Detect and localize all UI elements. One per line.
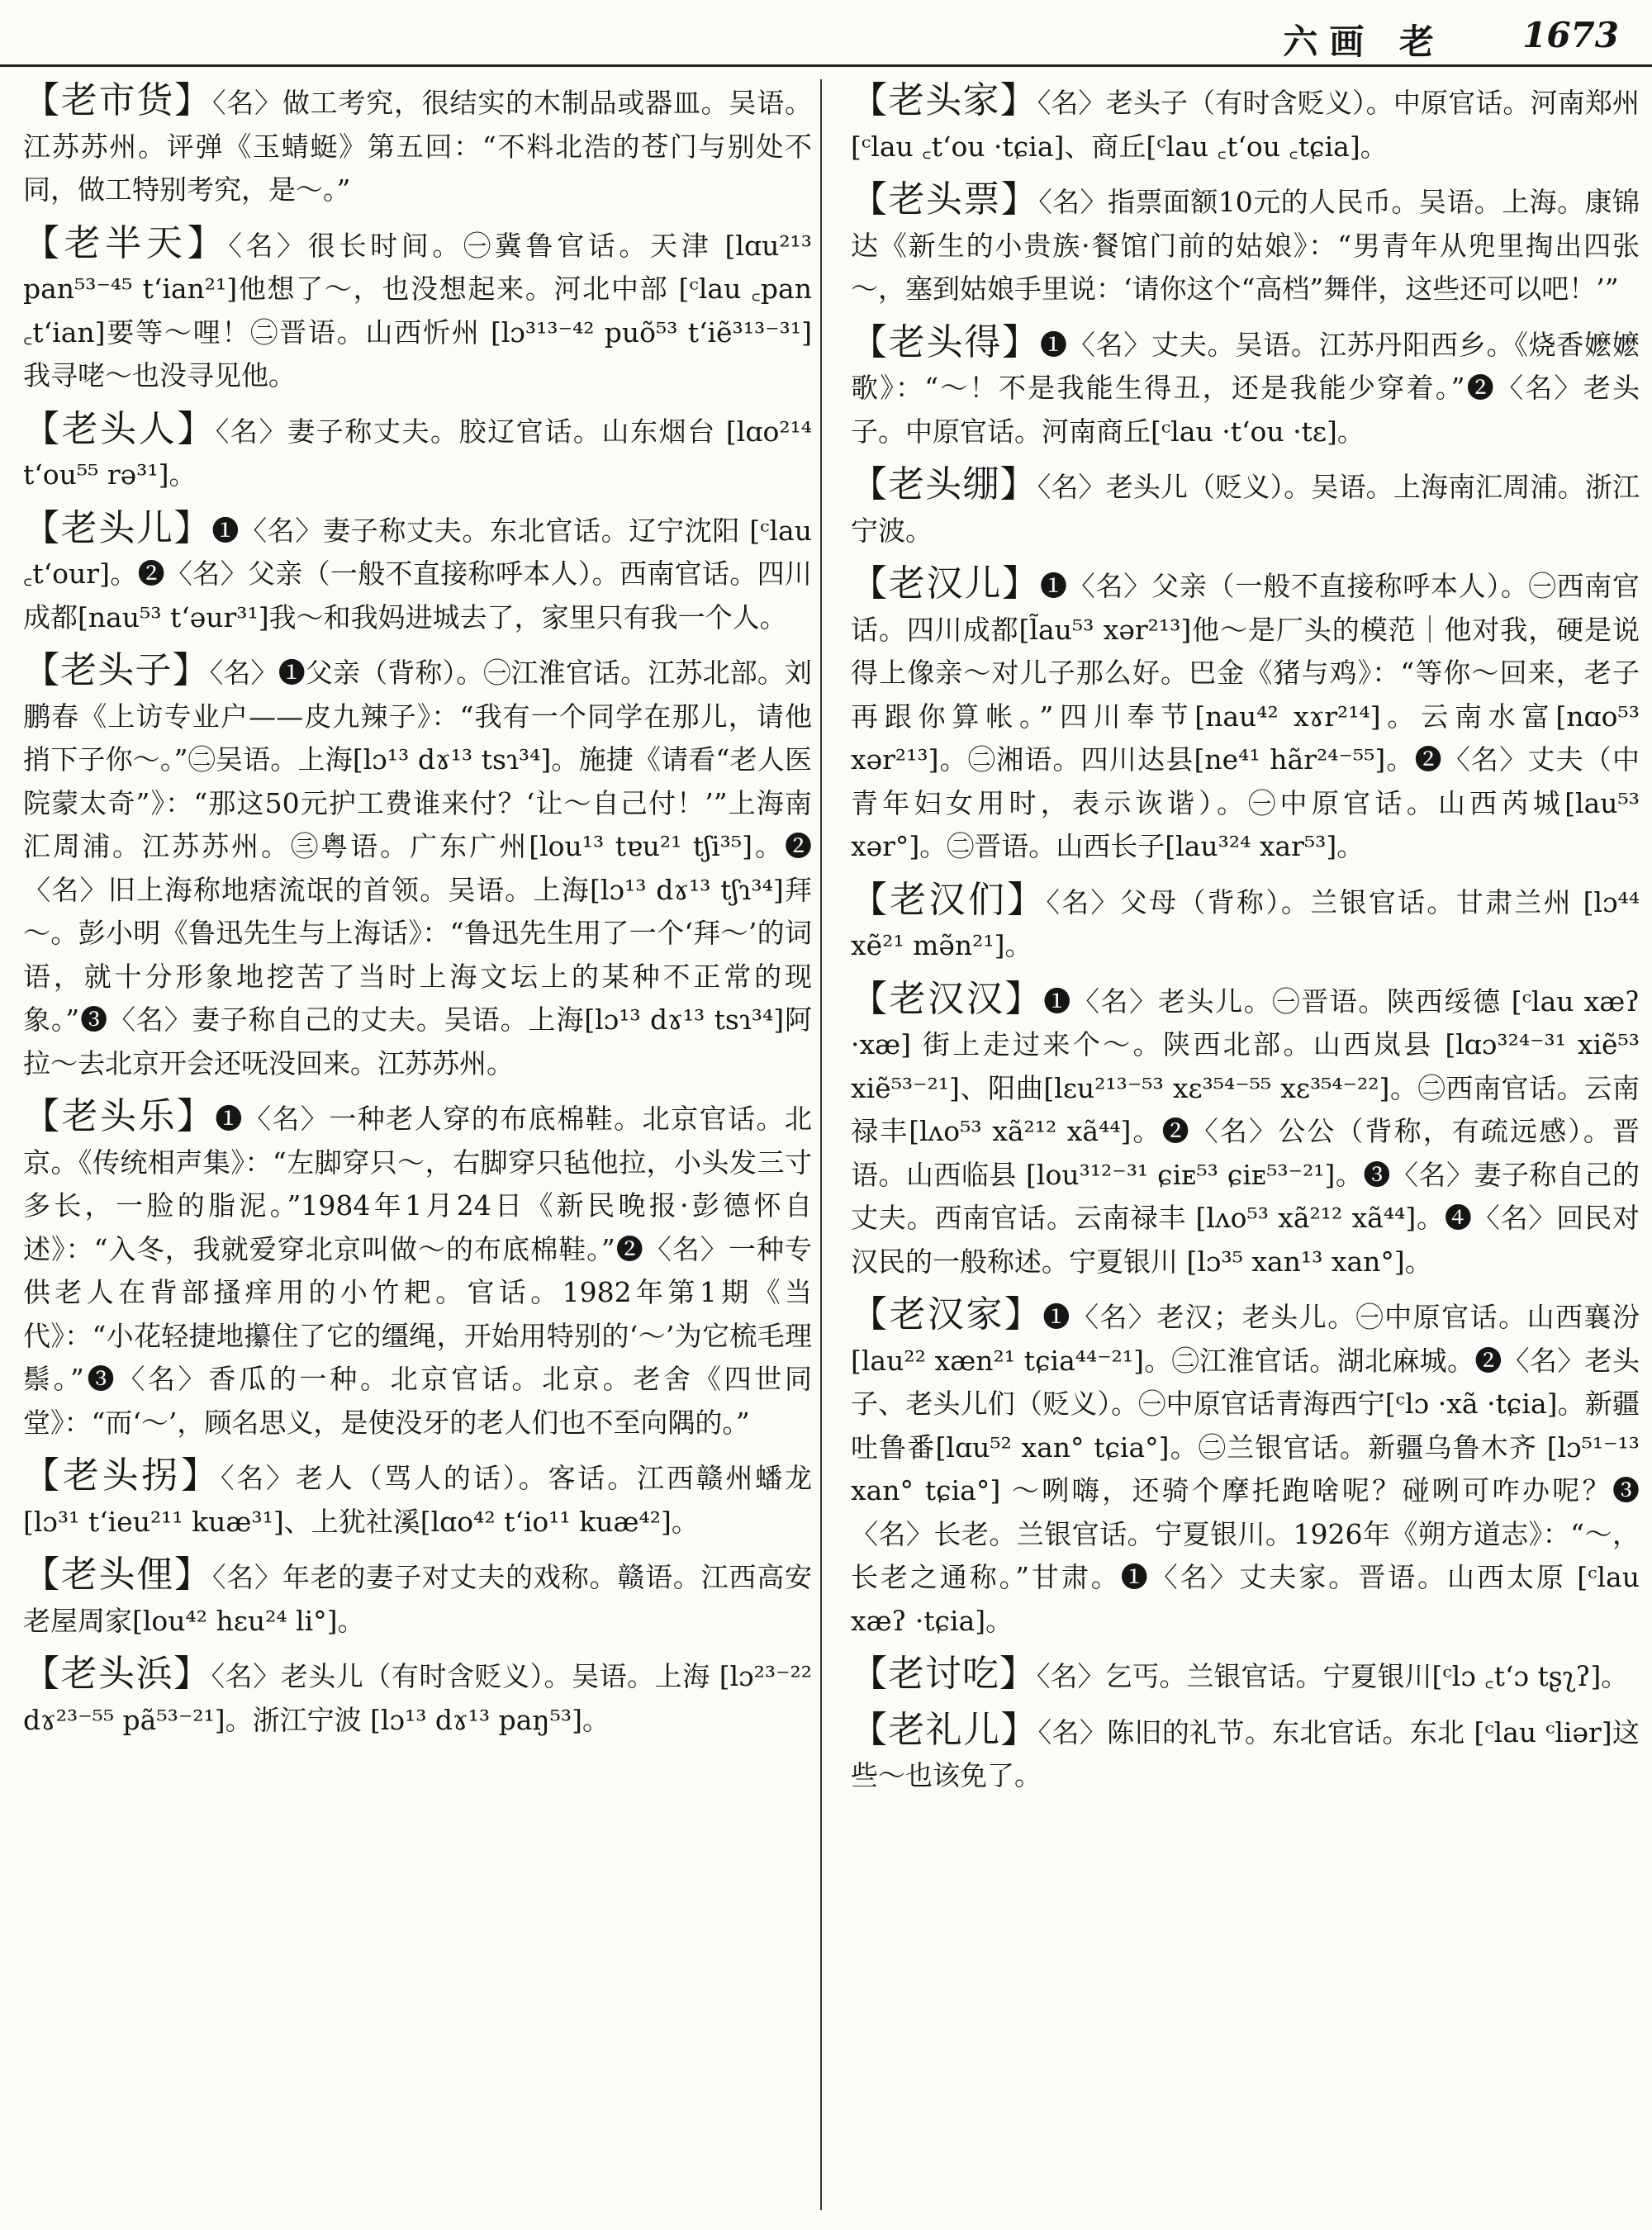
entry-headword: 【老头票】 — [851, 178, 1039, 221]
entry-headword: 【老礼儿】 — [851, 1708, 1038, 1751]
entry-definition: 〈名〉❶父亲（背称）。㊀江淮官话。江苏北部。刘鹏春《上访专业户——皮九辣子》：“我有一个同学在那儿，请他捎下子你～。”㊁吴语。上海[lɔ¹³ dɤ¹³ tsɿ³⁴]。施捷《请看“老人医院蒙太奇”》：“那这50元护工费谁来付？‘让～自己付！’”上海南汇周浦。江苏苏州。㊂粤语。广东广州[lou¹³ tɐu²¹ tʃi³⁵]。❷〈名〉旧上海称地痞流氓的首领。吴语。上海[lɔ¹³ dɤ¹³ tʃɿ³⁴]拜～。彭小明《鲁迅先生与上海话》：“鲁迅先生用了一个‘拜～’的词语，就十分形象地挖苦了当时上海文坛上的某种不正常的现象。”❸〈名〉妻子称自己的丈夫。吴语。上海[lɔ¹³ dɤ¹³ tsɿ³⁴]阿拉～去北京开会还呒没回来。江苏苏州。 — [23, 657, 812, 1079]
entry-headword: 【老头俚】 — [23, 1554, 212, 1596]
dictionary-entry — [23, 1653, 812, 1742]
dictionary-entry — [23, 1095, 812, 1445]
entry-headword: 【老市货】 — [23, 79, 212, 121]
entry-headword: 【老汉汉】 — [851, 977, 1044, 1020]
entry-definition: 〈名〉妻子称丈夫。胶辽官话。山东烟台 [lɑo²¹⁴ tʻou⁵⁵ rə³¹]。 — [23, 415, 812, 491]
dictionary-entry — [851, 879, 1640, 968]
entry-definition: 〈名〉做工考究，很结实的木制品或器皿。吴语。江苏苏州。评弹《玉蜻蜓》第五回：“不料北浩的苍门与别处不同，做工特别考究，是～。” — [23, 87, 812, 206]
right-column — [851, 79, 1640, 2210]
entry-headword: 【老半天】 — [23, 221, 229, 264]
page-number: 1673 — [1522, 15, 1619, 55]
entry-headword: 【老汉儿】 — [851, 562, 1040, 605]
left-column — [23, 79, 812, 2210]
dictionary-entry — [851, 178, 1640, 311]
entry-headword: 【老头得】 — [851, 320, 1040, 363]
entry-definition: 〈名〉乞丐。兰银官话。宁夏银川[ᶜlɔ ꜀tʻɔ tʂʅʔ]。 — [1037, 1660, 1629, 1692]
entry-headword: 【老头乐】 — [23, 1095, 216, 1137]
entry-headword: 【老头家】 — [851, 79, 1037, 121]
entry-headword: 【老头绷】 — [851, 463, 1037, 505]
entry-headword: 【老头人】 — [23, 407, 216, 450]
entry-definition: ❶〈名〉老头儿。㊀晋语。陕西绥德 [ᶜlau xæʔ ·xæ] 街上走过来个～。陕西北部。山西岚县 [lɑɔ³²⁴⁻³¹ xiẽ⁵³ xiẽ⁵³⁻²¹]、阳曲[lɛu²¹³⁻⁵³ xɛ³⁵⁴⁻⁵⁵ xɛ³⁵⁴⁻²²]。㊁西南官话。云南禄丰[lʌo⁵³ xã²¹² xã⁴⁴]。❷〈名〉公公（背称，有疏远感）。晋语。山西临县 [lou³¹²⁻³¹ ɕiᴇ⁵³ ɕiᴇ⁵³⁻²¹]。❸〈名〉妻子称自己的丈夫。西南官话。云南禄丰 [lʌo⁵³ xã²¹² xã⁴⁴]。❹〈名〉回民对汉民的一般称述。宁夏银川 [lɔ³⁵ xan¹³ xan°]。 — [851, 985, 1640, 1278]
entry-headword: 【老头儿】 — [23, 506, 212, 549]
dictionary-entry — [23, 222, 812, 398]
dictionary-entry — [23, 1454, 812, 1544]
entry-definition: 〈名〉年老的妻子对丈夫的戏称。赣语。江西高安老屋周家[lou⁴² hɛu²⁴ li°]。 — [23, 1561, 812, 1637]
entry-definition: 〈名〉父母（背称）。兰银官话。甘肃兰州 [lɔ⁴⁴ xẽ²¹ mə̃n²¹]。 — [851, 885, 1640, 961]
dictionary-entry — [23, 507, 812, 640]
entry-definition: ❶〈名〉老汉；老头儿。㊀中原官话。山西襄汾[lau²² xæn²¹ tɕia⁴⁴⁻²¹]。㊁江淮官话。湖北麻城。❷〈名〉老头子、老头儿们（贬义）。㊀中原官话青海西宁[ᶜlɔ ·xã ·tɕia]。新疆吐鲁番[lɑu⁵² xan° tɕia°]。㊁兰银官话。新疆乌鲁木齐 [lɔ⁵¹⁻¹³ xan° tɕia°] ～咧嗨，还骑个摩托跑啥呢？碰咧可咋办呢？❸〈名〉长老。兰银官话。宁夏银川。1926年《朔方道志》：“～，长老之通称。”甘肃。❶〈名〉丈夫家。晋语。山西太原 [ᶜlau xæʔ ·tɕia]。 — [851, 1301, 1640, 1637]
entry-headword: 【老头拐】 — [23, 1454, 221, 1497]
entry-headword: 【老讨吃】 — [851, 1653, 1037, 1695]
entry-definition: ❶〈名〉妻子称丈夫。东北官话。辽宁沈阳 [ᶜlau ꜀tʻour]。❷〈名〉父亲（一般不直接称呼本人）。西南官话。四川成都[nau⁵³ tʻəur³¹]我～和我妈进城去了，家里只有我一个人。 — [23, 514, 812, 633]
dictionary-entry — [851, 562, 1640, 869]
dictionary-entry — [851, 1653, 1640, 1699]
entry-definition: 〈名〉很长时间。㊀冀鲁官话。天津 [lɑu²¹³ pan⁵³⁻⁴⁵ tʻian²¹]他想了～，也没想起来。河北中部 [ᶜlau ꜀pan ꜀tʻian]要等～哩！㊁晋语。山西忻州 [lɔ³¹³⁻⁴² puõ⁵³ tʻiẽ³¹³⁻³¹]我寻咾～也没寻见他。 — [23, 229, 812, 391]
dictionary-entry — [23, 1554, 812, 1643]
entry-definition: 〈名〉老头儿（贬义）。吴语。上海南汇周浦。浙江宁波。 — [851, 471, 1640, 547]
entry-headword: 【老头子】 — [23, 649, 210, 691]
dictionary-entry — [23, 408, 812, 497]
dictionary-entry — [851, 321, 1640, 454]
dictionary-entry — [23, 649, 812, 1085]
page-header-title: 六画 老 — [1283, 21, 1446, 62]
entry-definition: 〈名〉陈旧的礼节。东北官话。东北 [ᶜlau ᶜliər]这些～也该免了。 — [851, 1715, 1640, 1791]
dictionary-entry — [851, 978, 1640, 1284]
entry-definition: 〈名〉老人（骂人的话）。客话。江西赣州蟠龙 [lɔ³¹ tʻieu²¹¹ kuæ³¹]、上犹社溪[lɑo⁴² tʻio¹¹ kuæ⁴²]。 — [23, 1462, 812, 1538]
entry-definition: 〈名〉老头子（有时含贬义）。中原官话。河南郑州[ᶜlau ꜀tʻou ·tɕia]、商丘[ᶜlau ꜀tʻou ꜀tɕia]。 — [851, 87, 1640, 163]
entry-headword: 【老头浜】 — [23, 1653, 211, 1695]
entry-definition: ❶〈名〉父亲（一般不直接称呼本人）。㊀西南官话。四川成都[l̃au⁵³ xər²¹³]他～是厂头的模范｜他对我，硬是说得上像亲～对儿子那么好。巴金《猪与鸡》：“等你～回来，老子再跟你算帐。”四川奉节[nau⁴² xɤr²¹⁴]。云南水富[nɑo⁵³ xər²¹³]。㊁湘语。四川达县[ne⁴¹ hãr²⁴⁻⁵⁵]。❷〈名〉丈夫（中青年妇女用时，表示诙谐）。㊀中原官话。山西芮城[lau⁵³ xər°]。㊁晋语。山西长子[lau³²⁴ xar⁵³]。 — [851, 570, 1640, 862]
dictionary-entry — [851, 79, 1640, 168]
dictionary-entry — [23, 79, 812, 212]
entry-headword: 【老汉家】 — [851, 1293, 1043, 1336]
entry-definition: ❶〈名〉丈夫。吴语。江苏丹阳西乡。《烧香嬷嬷歌》：“～！不是我能生得丑，还是我能少穿着。”❷〈名〉老头子。中原官话。河南商丘[ᶜlau ·tʻou ·tɛ]。 — [851, 328, 1640, 448]
entry-definition: 〈名〉老头儿（有时含贬义）。吴语。上海 [lɔ²³⁻²² dɤ²³⁻⁵⁵ pã⁵³⁻²¹]。浙江宁波 [lɔ¹³ dɤ¹³ paŋ⁵³]。 — [23, 1660, 812, 1736]
column-divider — [820, 79, 822, 2210]
dictionary-entry — [851, 1709, 1640, 1798]
entry-headword: 【老汉们】 — [851, 878, 1047, 921]
dictionary-entry — [851, 1293, 1640, 1643]
page-header — [0, 0, 1652, 67]
entry-definition: 〈名〉指票面额10元的人民币。吴语。上海。康锦达《新生的小贵族·餐馆门前的姑娘》：“男青年从兜里掏出四张～，塞到姑娘手里说：‘请你这个“高档”舞伴，这些还可以吧！’” — [851, 186, 1640, 305]
entry-definition: ❶〈名〉一种老人穿的布底棉鞋。北京官话。北京。《传统相声集》：“左脚穿只～，右脚穿只毡他拉，小头发三寸多长，一脸的脂泥。”1984年1月24日《新民晚报·彭德怀自述》：“入冬，我就爱穿北京叫做～的布底棉鞋。”❷〈名〉一种专供老人在背部搔痒用的小竹耙。官话。1982年第1期《当代》：“小花轻捷地攥住了它的缰绳，开始用特别的‘～’为它梳毛理鬃。”❸〈名〉香瓜的一种。北京官话。北京。老舍《四世同堂》：“而‘～’，顾名思义，是使没牙的老人们也不至向隅的。” — [23, 1103, 812, 1439]
dictionary-entry — [851, 463, 1640, 553]
